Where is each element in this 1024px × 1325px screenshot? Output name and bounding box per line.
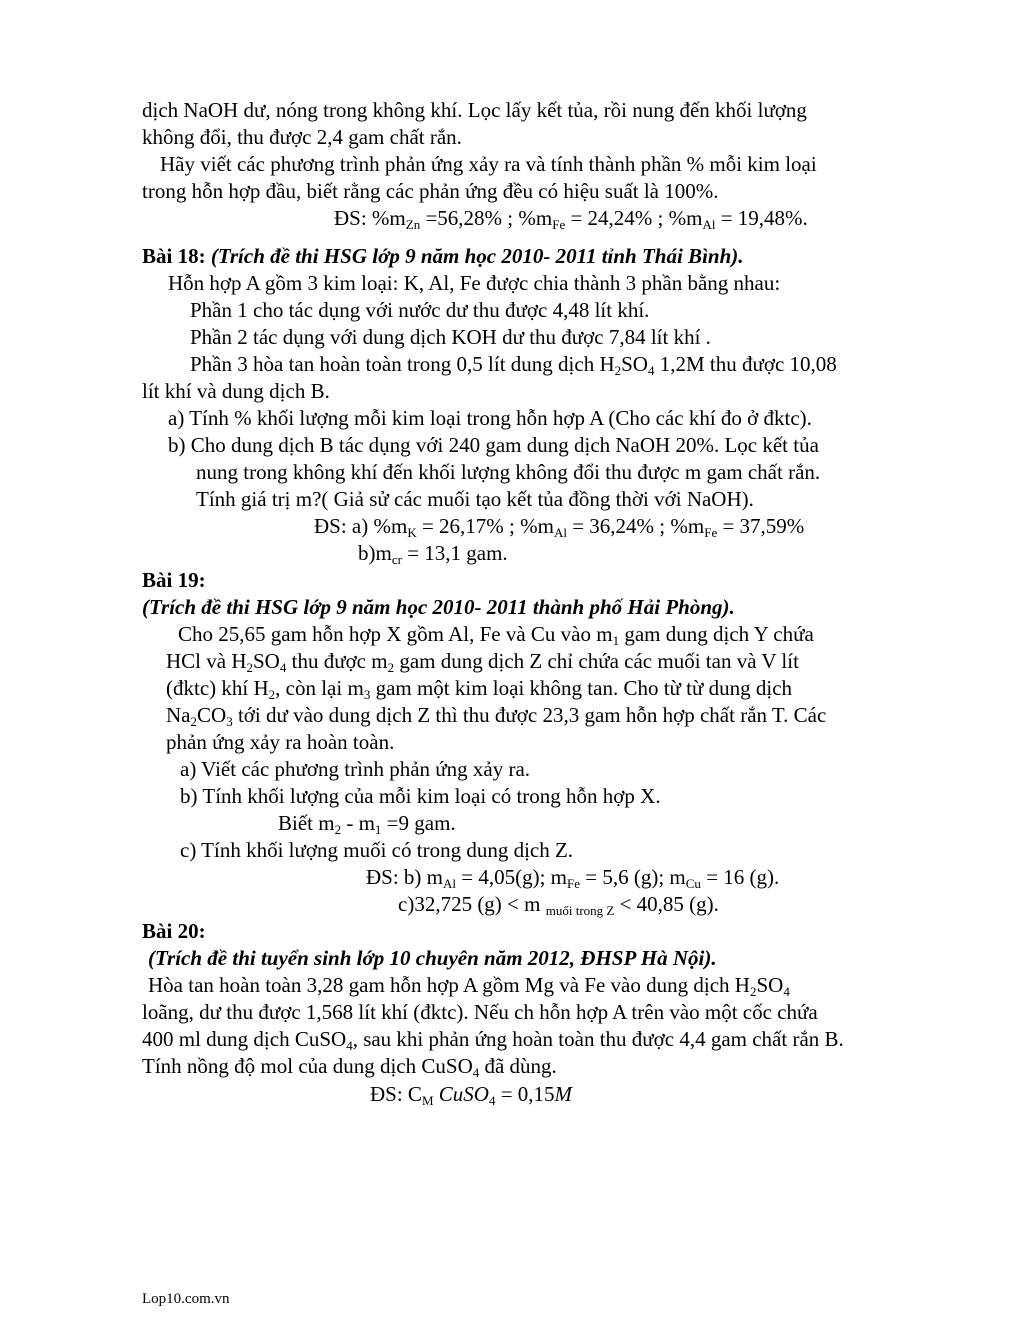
bai18-line-2: Phần 1 cho tác dụng với nước dư thu được 4,48 lít khí. [190,298,650,322]
intro-line-2: không đổi, thu được 2,4 gam chất rắn. [142,125,462,149]
intro-answer: ĐS: $\%m_{Zn} =56,28\%$ ; $\%m_{Fe} = 24,24\%$ ; $\%m_{Al} = 19,48\%$. [334,206,808,232]
bai19-answer-1: ĐS: b) $m_{Al} = 4,05(g)$; $m_{Fe} = 5,6$ (g); $m_{Cu} = 16$ (g). [366,865,780,891]
bai19-item-a: a) Viết các phương trình phản ứng xảy ra. [180,757,531,781]
bai19-item-b-note: Biết $m_2 - m_1 =9$ gam. [278,811,456,837]
bai20-line-1: Hòa tan hoàn toàn 3,28 gam hỗn hợp A gồm Mg và Fe vào dung dịch $H_2SO_4$ [148,973,790,999]
bai18-answer-2: $b)m_{cr} = 13,1$ gam. [358,541,508,567]
intro-line-1: dịch NaOH dư, nóng trong không khí. Lọc lấy kết tủa, rồi nung đến khối lượng [142,98,807,122]
bai18-line-3: Phần 2 tác dụng với dung dịch KOH dư thu được 7,84 lít khí . [190,325,711,349]
bai18-line-4: Phần 3 hòa tan hoàn toàn trong 0,5 lít dung dịch $H_2SO_4$ 1,2M thu được 10,08 [190,352,837,378]
bai19-answer-2: c)32,725 (g) < m $_{muối trong Z}$ < 40,85 (g). [398,892,719,918]
bai19-item-c: c) Tính khối lượng muối có trong dung dịch Z. [180,838,574,862]
footer-site-name: Lop10.com.vn [142,1291,230,1307]
bai18-label: Bài 18: [142,244,206,268]
bai19-line-2: HCl và $H_2SO_4$ thu được $m_2$ gam dung dịch Z chỉ chứa các muối tan và V lít [166,649,799,675]
bai19-line-3: (đktc) khí $H_2$, còn lại $m_3$ gam một kim loại không tan. Cho từ từ dung dịch [166,676,793,702]
bai19-line-1: Cho 25,65 gam hỗn hợp X gồm Al, Fe và Cu vào $m_1$ gam dung dịch Y chứa [178,622,814,648]
bai18-line-5: lít khí và dung dịch B. [142,379,330,403]
bai18-item-b-2: nung trong không khí đến khối lượng không đổi thu được m gam chất rắn. [196,460,821,484]
bai19-source: (Trích đề thi HSG lớp 9 năm học 2010- 2011 thành phố Hải Phòng). [142,595,735,619]
bai18-item-b-3: Tính giá trị m?( Giả sử các muối tạo kết tủa đồng thời với NaOH). [196,487,754,511]
intro-line-3: Hãy viết các phương trình phản ứng xảy ra và tính thành phần % mỗi kim loại [160,152,817,176]
bai20-line-4: Tính nồng độ mol của dung dịch CuSO$_4$ đã dùng. [142,1054,557,1080]
bai20-label: Bài 20: [142,919,206,943]
bai18-item-a: a) Tính % khối lượng mỗi kim loại trong hỗn hợp A (Cho các khí đo ở đktc). [168,406,812,430]
bai18-item-b-1: b) Cho dung dịch B tác dụng với 240 gam dung dịch NaOH 20%. Lọc kết tủa [168,433,819,457]
intro-line-4: trong hỗn hợp đầu, biết rằng các phản ứng đều có hiệu suất là 100%. [142,179,719,203]
bai18-line-1: Hỗn hợp A gồm 3 kim loại: K, Al, Fe được chia thành 3 phần bằng nhau: [168,271,781,295]
bai20-line-3: 400 ml dung dịch CuSO$_4$, sau khi phản ứng hoàn toàn thu được 4,4 gam chất rắn B. [142,1027,844,1053]
bai19-line-4: $Na_2CO_3$ tới dư vào dung dịch Z thì thu được 23,3 gam hỗn hợp chất rắn T. Các [166,703,827,729]
bai18-heading [142,243,744,270]
bai18-answer-1: ĐS: a) $\%m_K = 26,17\%$ ; $\%m_{Al} = 36,24\%$ ; $\%m_{Fe} = 37,59\%$ [314,514,805,540]
bai20-line-2: loãng, dư thu được 1,568 lít khí (đktc). Nếu ch hỗn hợp A trên vào một cốc chứa [142,1000,818,1024]
bai18-source: (Trích đề thi HSG lớp 9 năm học 2010- 2011 tỉnh Thái Bình). [210,244,744,268]
bai20-answer: ĐS: $C_M$ CuSO$_4$ = 0,15M [370,1082,573,1108]
bai20-source: (Trích đề thi tuyển sinh lớp 10 chuyên năm 2012, ĐHSP Hà Nội). [148,946,717,970]
bai19-label: Bài 19: [142,568,206,592]
bai19-item-b: b) Tính khối lượng của mỗi kim loại có trong hỗn hợp X. [180,784,661,808]
bai19-line-5: phản ứng xảy ra hoàn toàn. [166,730,395,754]
